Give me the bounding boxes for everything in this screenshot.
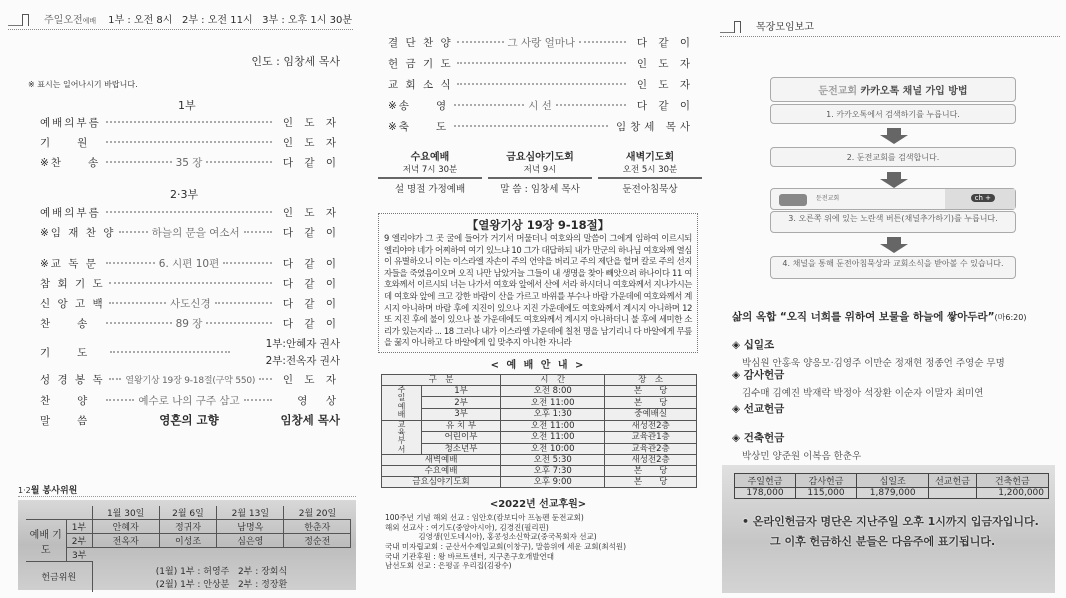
- cell: 교육관1층: [605, 432, 697, 444]
- item-detail: 사도신경: [170, 297, 211, 310]
- notice-line-1: • 온라인헌금자 명단은 지난주일 오후 1시까지 입금자입니다.: [742, 515, 1039, 528]
- kakao-title-rest: 카카오톡 채널 가입 방법: [860, 86, 968, 97]
- totals-value: 115,000: [796, 488, 857, 499]
- service-times: 1부 : 오전 8시 2부 : 오전 11시 3부 : 오후 1시 30분: [108, 15, 352, 26]
- table-row: [382, 455, 697, 466]
- cell: 오후 9:00: [501, 477, 605, 488]
- weekly-detail: 말 씀 : 임창세 목사: [488, 177, 592, 195]
- order-row: [40, 371, 340, 387]
- right-header-title: 목장모임보고: [756, 22, 814, 33]
- volunteer-name: 정순전: [284, 534, 351, 548]
- offering-feb: (2월) 1부 : 안상분 2부 : 정장환: [155, 579, 288, 590]
- item-label: ※찬 송: [40, 156, 101, 169]
- item-detail: 그 사랑 얼마나: [507, 36, 576, 49]
- weekly-time: 저녁 9시: [523, 165, 557, 175]
- kakao-step-3: 3. 오른쪽 위에 있는 노란색 버튼(채널추가하기)를 누릅니다.: [770, 211, 1016, 233]
- prayer-part2: 2부:전옥자 권사: [265, 355, 340, 367]
- header-title-small: 예배: [82, 17, 97, 25]
- cell: 수요예배: [382, 466, 501, 477]
- item-label: 찬 송: [40, 317, 90, 330]
- weekly-name: 수요예배: [410, 152, 450, 163]
- weekly-detail: 둔전아침묵상: [598, 177, 702, 195]
- item-label: ※송 영: [388, 99, 449, 112]
- offering-section: [732, 367, 983, 399]
- order-row: [40, 154, 340, 170]
- item-leader: 다 같 이: [282, 156, 340, 169]
- mission-line: 국내 기관후원 : 왕 바르트센터, 지구촌구호개발연대: [385, 551, 554, 561]
- offering-names: 박심원 안홍욱 양응모·김영주 이만순 정재현 정종언 주영순 무명: [742, 358, 1005, 369]
- order-row: [388, 34, 694, 50]
- cell: 오전 11:00: [501, 432, 605, 444]
- diamond-bullet-icon: ◈: [732, 403, 741, 415]
- item-detail: 6. 시편 10편: [158, 257, 220, 270]
- item-leader: 인 도 자: [282, 116, 340, 129]
- weekly-detail: 설 명절 가정예배: [378, 177, 482, 195]
- item-leader: 인 도 자: [282, 136, 340, 149]
- volunteers-months: 1·2: [18, 486, 31, 495]
- kakao-step-2: 2. 둔전교회를 검색합니다.: [770, 147, 1016, 167]
- mission-title: <2022년 선교후원>: [489, 499, 587, 511]
- cell: 오후 1:30: [501, 409, 605, 421]
- cell: 유 치 부: [422, 420, 501, 432]
- item-label: 예배의부름: [40, 116, 101, 129]
- item-label: ※축 도: [388, 120, 449, 133]
- volunteer-name: 전옥자: [92, 534, 159, 548]
- weekly-service: [598, 148, 702, 195]
- part23-title: 2·3부: [170, 188, 199, 201]
- down-arrow-icon: [880, 172, 908, 188]
- kakao-step-1: 1. 카카오톡에서 검색하기를 누릅니다.: [770, 104, 1016, 124]
- item-label: 결 단 찬 양: [388, 36, 453, 49]
- volunteers-label: 월 봉사위원: [30, 486, 78, 496]
- cell: 오후 7:30: [501, 466, 605, 477]
- offering-section: [732, 337, 1005, 369]
- kakao-step-4: 4. 채널을 통해 둔전아침묵상과 교회소식을 받아볼 수 있습니다.: [770, 256, 1016, 279]
- mission-line: 100주년 기념 해외 선교 : 임안호(캄보디아 프놈펜 둔전교회): [385, 513, 584, 523]
- header-title: 주일오전: [44, 15, 83, 26]
- cell: 오전 11:00: [501, 420, 605, 432]
- item-leader: 인 도 자: [282, 373, 340, 386]
- item-leader: 인 도 자: [636, 78, 694, 91]
- order-row: [40, 275, 340, 291]
- table-row: [382, 443, 697, 455]
- middle-lower-stack: [378, 213, 698, 571]
- part1-title: 1부: [178, 99, 196, 112]
- totals-header: 선교헌금: [929, 474, 976, 488]
- table-row: [382, 420, 697, 432]
- down-arrow-icon: [880, 237, 908, 253]
- item-leader: 다 같 이: [282, 226, 340, 239]
- sheep-photo-band: [722, 465, 1055, 593]
- order-row: [388, 76, 694, 92]
- volunteer-name: 이성조: [159, 534, 216, 548]
- cell: 청소년부: [422, 443, 501, 455]
- order-row: [40, 114, 340, 130]
- order-row: [40, 134, 340, 150]
- order-row: [40, 295, 340, 311]
- item-leader: 다 같 이: [636, 99, 694, 112]
- weekly-time: 저녁 7시 30분: [402, 165, 458, 175]
- offering-names: 박상민 양준원 이복음 한춘우: [742, 451, 862, 462]
- cell: 오전 5:30: [501, 455, 605, 466]
- cell: 오전 11:00: [501, 397, 605, 409]
- sermon-title: 영혼의 고향: [159, 413, 219, 427]
- order-row: [388, 97, 694, 113]
- volunteer-name: 안혜자: [92, 520, 159, 534]
- offering-committee-label: 헌금위원: [41, 573, 77, 584]
- item-label: ※임 재 찬 양: [40, 226, 116, 239]
- item-label: 예배의부름: [40, 206, 101, 219]
- date: 1월 30일: [92, 506, 159, 520]
- order-row: [40, 224, 340, 240]
- item-label: 헌 금 기 도: [388, 57, 453, 70]
- item-detail: 하늘의 문을 여소서: [151, 226, 240, 239]
- weekly-service: [488, 148, 592, 195]
- order-row: [388, 118, 694, 134]
- notice-line-2: 그 이후 헌금하신 분들은 다음주에 표기됩니다.: [770, 535, 996, 548]
- item-detail: 89 장: [175, 317, 203, 330]
- dots: [110, 351, 230, 353]
- date: 2월 6일: [159, 506, 216, 520]
- cell: 새벽예배: [382, 455, 501, 466]
- quote-ref: (마6:20): [994, 313, 1027, 322]
- order-row: [40, 255, 340, 271]
- preacher: 임창세 목사: [280, 413, 340, 427]
- church-logo-icon: [8, 8, 38, 26]
- offering-jan: (1월) 1부 : 허영주 2부 : 장회식: [155, 566, 288, 577]
- cell: 새성전2층: [605, 455, 697, 466]
- table-row: [382, 409, 697, 421]
- kakao-profile-screenshot: [770, 188, 1016, 210]
- table-row: [382, 477, 697, 488]
- part-label: 3부: [66, 548, 92, 562]
- order-row: [40, 204, 340, 220]
- cell: 새성전2층: [605, 420, 697, 432]
- th: 구 분: [382, 374, 501, 385]
- weekly-time: 오전 5시 30분: [622, 165, 678, 175]
- totals-value: 1,200,000: [976, 488, 1048, 499]
- offering-title: 건축헌금: [743, 432, 785, 444]
- kakao-guide-title: [770, 77, 1016, 102]
- mission-line: 해외 선교사 : 여기도(중앙아시아), 김경진(필리핀): [385, 522, 549, 532]
- item-detail: 35 장: [175, 156, 203, 169]
- right-header: [720, 15, 1060, 37]
- volunteer-name: 한춘자: [284, 520, 351, 534]
- mission-line: 김영생(인도네시아), 홍콩성소신학교(중국목회자 선교): [385, 532, 597, 542]
- item-leader: 임창세 목사: [615, 120, 694, 133]
- date: 2월 20일: [284, 506, 351, 520]
- service-guide-table: [381, 374, 697, 488]
- item-label: 참 회 기 도: [40, 277, 105, 290]
- table-row: [382, 432, 697, 444]
- kakao-title-church: 둔전교회: [818, 86, 858, 97]
- weekly-name: 금요심야기도회: [506, 152, 574, 163]
- diamond-bullet-icon: ◈: [732, 432, 741, 444]
- profile-image-icon: [779, 194, 807, 206]
- item-leader: 다 같 이: [282, 297, 340, 310]
- item-detail: 시 선: [528, 99, 552, 112]
- totals-header: 십일조: [857, 474, 929, 488]
- th: 시 간: [501, 374, 605, 385]
- item-leader: 인 도 자: [636, 57, 694, 70]
- cell: 오전 8:00: [501, 385, 605, 397]
- item-leader: 인 도 자: [282, 206, 340, 219]
- totals-header: 주일헌금: [735, 474, 796, 488]
- cell: 본 당: [605, 385, 697, 397]
- order-row: [388, 55, 694, 71]
- cell: 교육관2층: [605, 443, 697, 455]
- leader-line: 인도 : 임창세 목사: [251, 55, 340, 68]
- mission-line: 국내 미자립교회 : 군산서수제일교회(이창구), 말씀위에 세운 교회(최석원): [385, 541, 627, 551]
- down-arrow-icon: [880, 128, 908, 144]
- offering-title: 십일조: [743, 339, 775, 351]
- item-leader: 다 같 이: [282, 277, 340, 290]
- profile-name: 둔전교회: [816, 195, 840, 202]
- order-row: [40, 392, 340, 408]
- volunteer-name: 남명옥: [217, 520, 284, 534]
- mission-line: 남선도회 선교 : 은평골 우리집(김광수): [385, 561, 512, 571]
- scripture-box: [378, 213, 698, 353]
- offering-section: [732, 430, 861, 462]
- cell: 어린이부: [422, 432, 501, 444]
- totals-value: [929, 488, 976, 499]
- item-label: ※교 독 문: [40, 257, 98, 270]
- volunteers-title: [18, 483, 356, 497]
- volunteers-table: [26, 506, 351, 592]
- offering-title: 선교헌금: [743, 403, 785, 415]
- item-leader: 영 상: [297, 394, 340, 407]
- totals-value: 178,000: [735, 488, 796, 499]
- part-label: 1부: [66, 520, 92, 534]
- offering-totals-table: [734, 473, 1049, 499]
- item-label: 기 원: [40, 136, 90, 149]
- sermon-label: 말 씀: [40, 414, 90, 427]
- church-logo-icon: [720, 15, 750, 33]
- group-name: 교육부서: [382, 420, 422, 455]
- item-leader: 다 같 이: [636, 36, 694, 49]
- totals-header: 건축헌금: [976, 474, 1048, 488]
- offering-section: [732, 401, 784, 419]
- quote-main: 삶의 옥합 “오직 너희를 위하여 보물을 하늘에 쌓아두라”: [732, 311, 995, 323]
- offering-title: 감사헌금: [743, 369, 785, 381]
- cell: 본 당: [605, 477, 697, 488]
- volunteer-name: 심은영: [217, 534, 284, 548]
- offering-quote: [732, 309, 1026, 324]
- cell: 본 당: [605, 466, 697, 477]
- totals-header: 감사헌금: [796, 474, 857, 488]
- mission-list: [378, 513, 698, 571]
- item-leader: 다 같 이: [282, 257, 340, 270]
- order-row: [40, 315, 340, 331]
- part-label: 2부: [66, 534, 92, 548]
- item-label: 신 앙 고 백: [40, 297, 105, 310]
- date: 2월 13일: [217, 506, 284, 520]
- online-offering-notice: [742, 513, 1052, 549]
- cell: 1부: [422, 385, 501, 397]
- prayer-label: 기 도: [40, 347, 90, 359]
- prayer-part1: 1부:안혜자 권사: [265, 338, 340, 350]
- totals-value: 1,879,000: [857, 488, 929, 499]
- diamond-bullet-icon: ◈: [732, 339, 741, 351]
- channel-add-button: ch +: [971, 194, 995, 202]
- volunteers-photo-band: [18, 500, 356, 590]
- table-row: [382, 385, 697, 397]
- cell: 3부: [422, 409, 501, 421]
- table-header-row: [382, 374, 697, 385]
- cell: 금요심야기도회: [382, 477, 501, 488]
- table-row: [382, 397, 697, 409]
- cell: 본 당: [605, 397, 697, 409]
- diamond-bullet-icon: ◈: [732, 369, 741, 381]
- cell: 중예배실: [605, 409, 697, 421]
- scripture-text: 9 엘리야가 그 곳 굴에 들어가 거기서 머물더니 여호와의 말씀이 그에게 임하여 이르시되 엘리야야 네가 어찌하여 여기 있느냐 10 그가 대답하되 내가 만군의 하나님 여호와께 열심이 유별하오니 이는 이스라엘 자손이 주의 언약을 버리고 주의 제단을 헐며 칼로 주의 선지자들을 죽였음이오며 오직 나만 남았거늘 그들이 내 생명을 찾아 빼앗으려 하나이다 11 여호와께서 이르시되 너는 나가서 여호와 앞에서 산에 서라 하시더니 여호와께서 지나가시는데 여호와 앞에 크고 강한 바람이 산을 가르고 바위를 부수나 바람 가운데에 여호와께서 계시지 아니하며 바람 후에 지진이 있으나 지진 가운데에도 여호와께서 계시지 아니하며 12 또 지진 후에 불이 있으나 불 가운데에도 여호와께서 계시지 아니하더니 불 후에 세미한 소리가 있는지라 ... 18 그러나 내가 이스라엘 가운데에 칠천 명을 남기리니 다 바알에게 무릎을 꿇지 아니하고 다 바알에게 입 맞추지 아니한 자니라: [384, 233, 692, 348]
- cell: 오전 10:00: [501, 443, 605, 455]
- item-label: 찬 양: [40, 394, 90, 407]
- left-header: [8, 8, 353, 30]
- service-guide-title: < 예 배 안 내 >: [490, 359, 586, 371]
- cell: 2부: [422, 397, 501, 409]
- sermon-row: [40, 412, 340, 428]
- item-leader: 다 같 이: [282, 317, 340, 330]
- group-name: 주일예배: [382, 385, 422, 420]
- table-row: [382, 466, 697, 477]
- item-label: 성 경 봉 독: [40, 373, 105, 386]
- item-detail: 예수로 나의 구주 삼고: [138, 394, 240, 407]
- item-label: 교 회 소 식: [388, 78, 453, 91]
- weekly-service: [378, 148, 482, 195]
- offering-names: 김수매 김예진 박재락 박정아 석장환 이순자 이말자 최미연: [742, 388, 984, 399]
- prayer-row: [40, 336, 340, 368]
- weekly-name: 새벽기도회: [625, 152, 675, 163]
- group-label: 예배 기도: [26, 520, 66, 562]
- standing-note: ※ 표시는 일어나시기 바랍니다.: [28, 80, 138, 89]
- th: 장 소: [605, 374, 697, 385]
- item-detail: 열왕기상 19장 9-18절(구약 550): [125, 375, 256, 386]
- scripture-title: 【열왕기상 19장 9-18절】: [466, 218, 610, 232]
- volunteer-name: 정귀자: [159, 520, 216, 534]
